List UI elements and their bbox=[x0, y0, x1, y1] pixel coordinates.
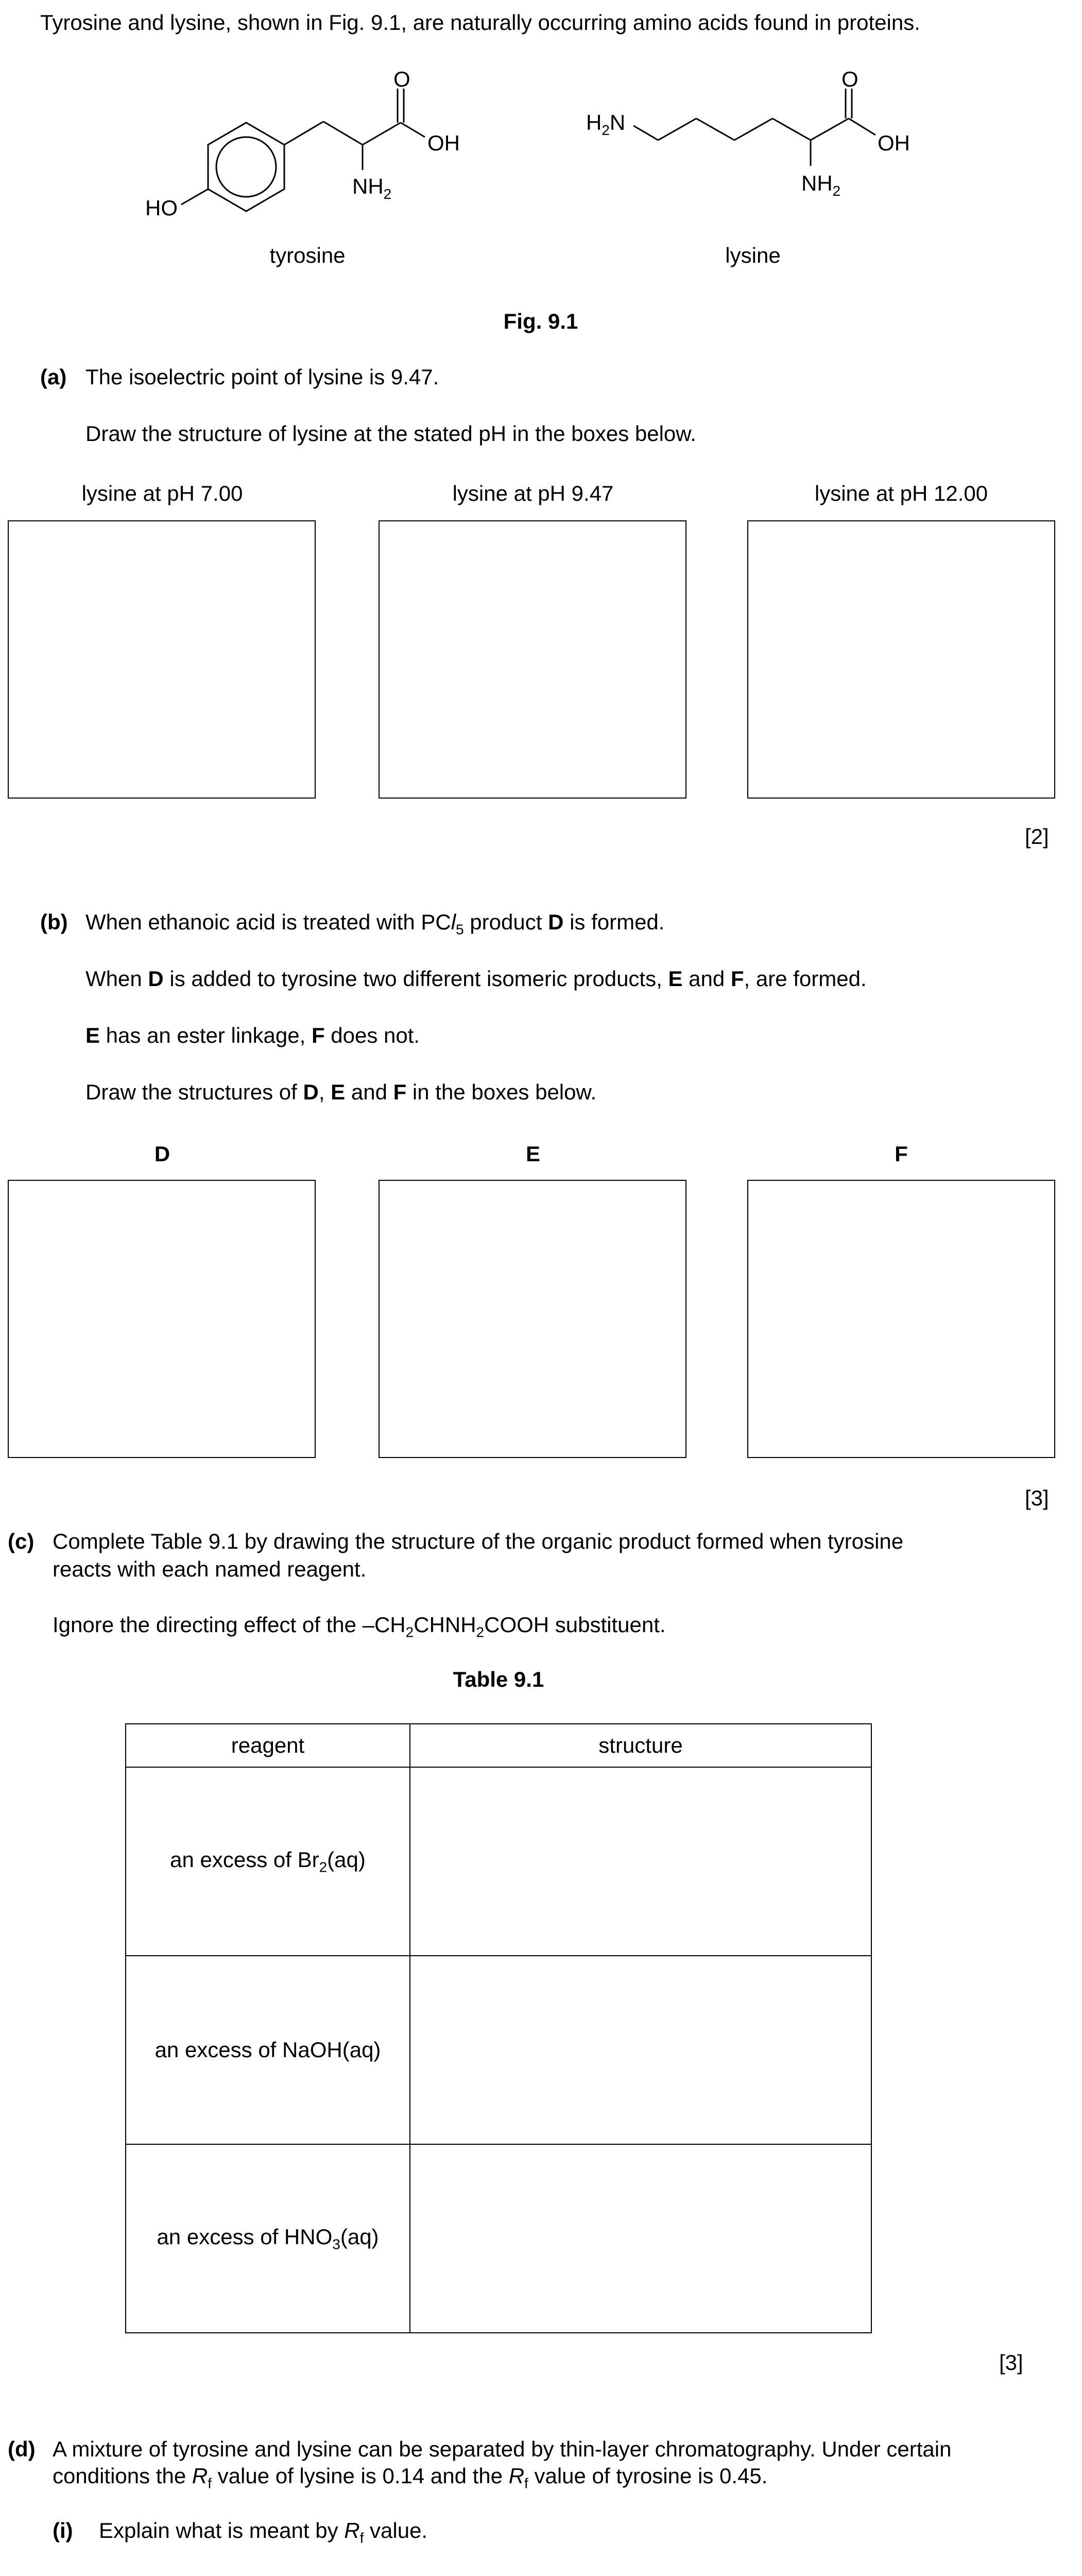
lysine-h2n-label: $H_2N$ bbox=[586, 110, 626, 138]
answer-box-ph-7[interactable] bbox=[8, 520, 316, 799]
part-b-marks: [3] bbox=[1025, 1486, 1049, 1510]
tyrosine-oh-label: OH bbox=[427, 131, 460, 155]
answer-box-d[interactable] bbox=[8, 1180, 316, 1458]
box-label-ph-7: lysine at pH 7.00 bbox=[81, 481, 243, 505]
part-c-line2: reacts with each named reagent. bbox=[53, 1557, 367, 1581]
tyrosine-o-label: O bbox=[393, 67, 410, 91]
box-label-ph-12: lysine at pH 12.00 bbox=[814, 481, 988, 505]
part-a-line2: Draw the structure of lysine at the stated pH in the boxes below. bbox=[85, 421, 696, 446]
lysine-oh-label: OH bbox=[878, 131, 910, 155]
tyrosine-nh2-label: $NH_2$ bbox=[352, 174, 392, 202]
lysine-o-label: O bbox=[841, 67, 858, 91]
part-b-line2: When D is added to tyrosine two different isomeric products, E and F, are formed. bbox=[85, 967, 867, 991]
part-c-line3: Ignore the directing effect of the $-CH_2CHNH_2COOH$ substituent. bbox=[53, 1613, 666, 1640]
benzene-ring bbox=[208, 123, 284, 211]
figure-caption: Fig. 9.1 bbox=[503, 309, 578, 333]
table-9-1 bbox=[125, 1723, 872, 2333]
box-label-f: F bbox=[895, 1142, 908, 1166]
part-c-marks: [3] bbox=[999, 2350, 1023, 2375]
tyrosine-ho-label: HO bbox=[145, 196, 178, 220]
answer-box-e[interactable] bbox=[379, 1180, 686, 1458]
part-d-label: (d) bbox=[8, 2437, 36, 2461]
part-d-line2: conditions the $R_f$ value of lysine is 0.14 and the $R_f$ value of tyrosine is 0.45. bbox=[53, 2464, 768, 2492]
lysine-nh2-label: $NH_2$ bbox=[801, 171, 841, 199]
reagent-br2: an excess of $Br_2(aq)$ bbox=[126, 1767, 410, 1956]
table-title: Table 9.1 bbox=[453, 1667, 544, 1691]
box-label-d: D bbox=[154, 1142, 170, 1166]
part-d-line1: A mixture of tyrosine and lysine can be separated by thin-layer chromatography. Under certain bbox=[53, 2437, 952, 2461]
part-b-line4: Draw the structures of D, E and F in the boxes below. bbox=[85, 1080, 597, 1104]
table-header-structure: structure bbox=[410, 1724, 871, 1767]
answer-box-ph-12[interactable] bbox=[747, 520, 1055, 799]
part-d-i-label: (i) bbox=[53, 2518, 73, 2543]
figure-9-1 bbox=[0, 0, 1082, 309]
part-c-line1: Complete Table 9.1 by drawing the structure of the organic product formed when tyrosine bbox=[53, 1529, 904, 1553]
answer-box-f[interactable] bbox=[747, 1180, 1055, 1458]
intro-text: Tyrosine and lysine, shown in Fig. 9.1, are naturally occurring amino acids found in proteins. bbox=[40, 10, 920, 35]
structure-cell-br2[interactable] bbox=[410, 1767, 871, 1956]
tyrosine-name: tyrosine bbox=[269, 243, 346, 267]
structure-cell-hno3[interactable] bbox=[410, 2144, 871, 2333]
part-c-label: (c) bbox=[8, 1529, 35, 1553]
part-a-label: (a) bbox=[40, 365, 67, 389]
part-b-line3: E has an ester linkage, F does not. bbox=[85, 1023, 420, 1047]
aromatic-circle bbox=[216, 137, 276, 197]
part-a-line1: The isoelectric point of lysine is 9.47. bbox=[85, 365, 439, 389]
structure-cell-naoh[interactable] bbox=[410, 1956, 871, 2144]
table-header-reagent: reagent bbox=[126, 1724, 410, 1767]
part-b-label: (b) bbox=[40, 910, 68, 934]
reagent-naoh: an excess of NaOH(aq) bbox=[126, 1956, 410, 2144]
box-label-ph-9-47: lysine at pH 9.47 bbox=[452, 481, 614, 505]
answer-box-ph-9-47[interactable] bbox=[379, 520, 686, 799]
part-d-i-question: Explain what is meant by $R_f$ value. bbox=[99, 2518, 428, 2546]
part-a-marks: [2] bbox=[1025, 824, 1049, 849]
reagent-hno3: an excess of $HNO_3(aq)$ bbox=[126, 2144, 410, 2333]
box-label-e: E bbox=[525, 1142, 540, 1166]
part-b-line1: When ethanoic acid is treated with PCl$_5$ product D is formed. bbox=[85, 910, 665, 938]
lysine-structure bbox=[633, 89, 875, 166]
lysine-name: lysine bbox=[725, 243, 781, 267]
